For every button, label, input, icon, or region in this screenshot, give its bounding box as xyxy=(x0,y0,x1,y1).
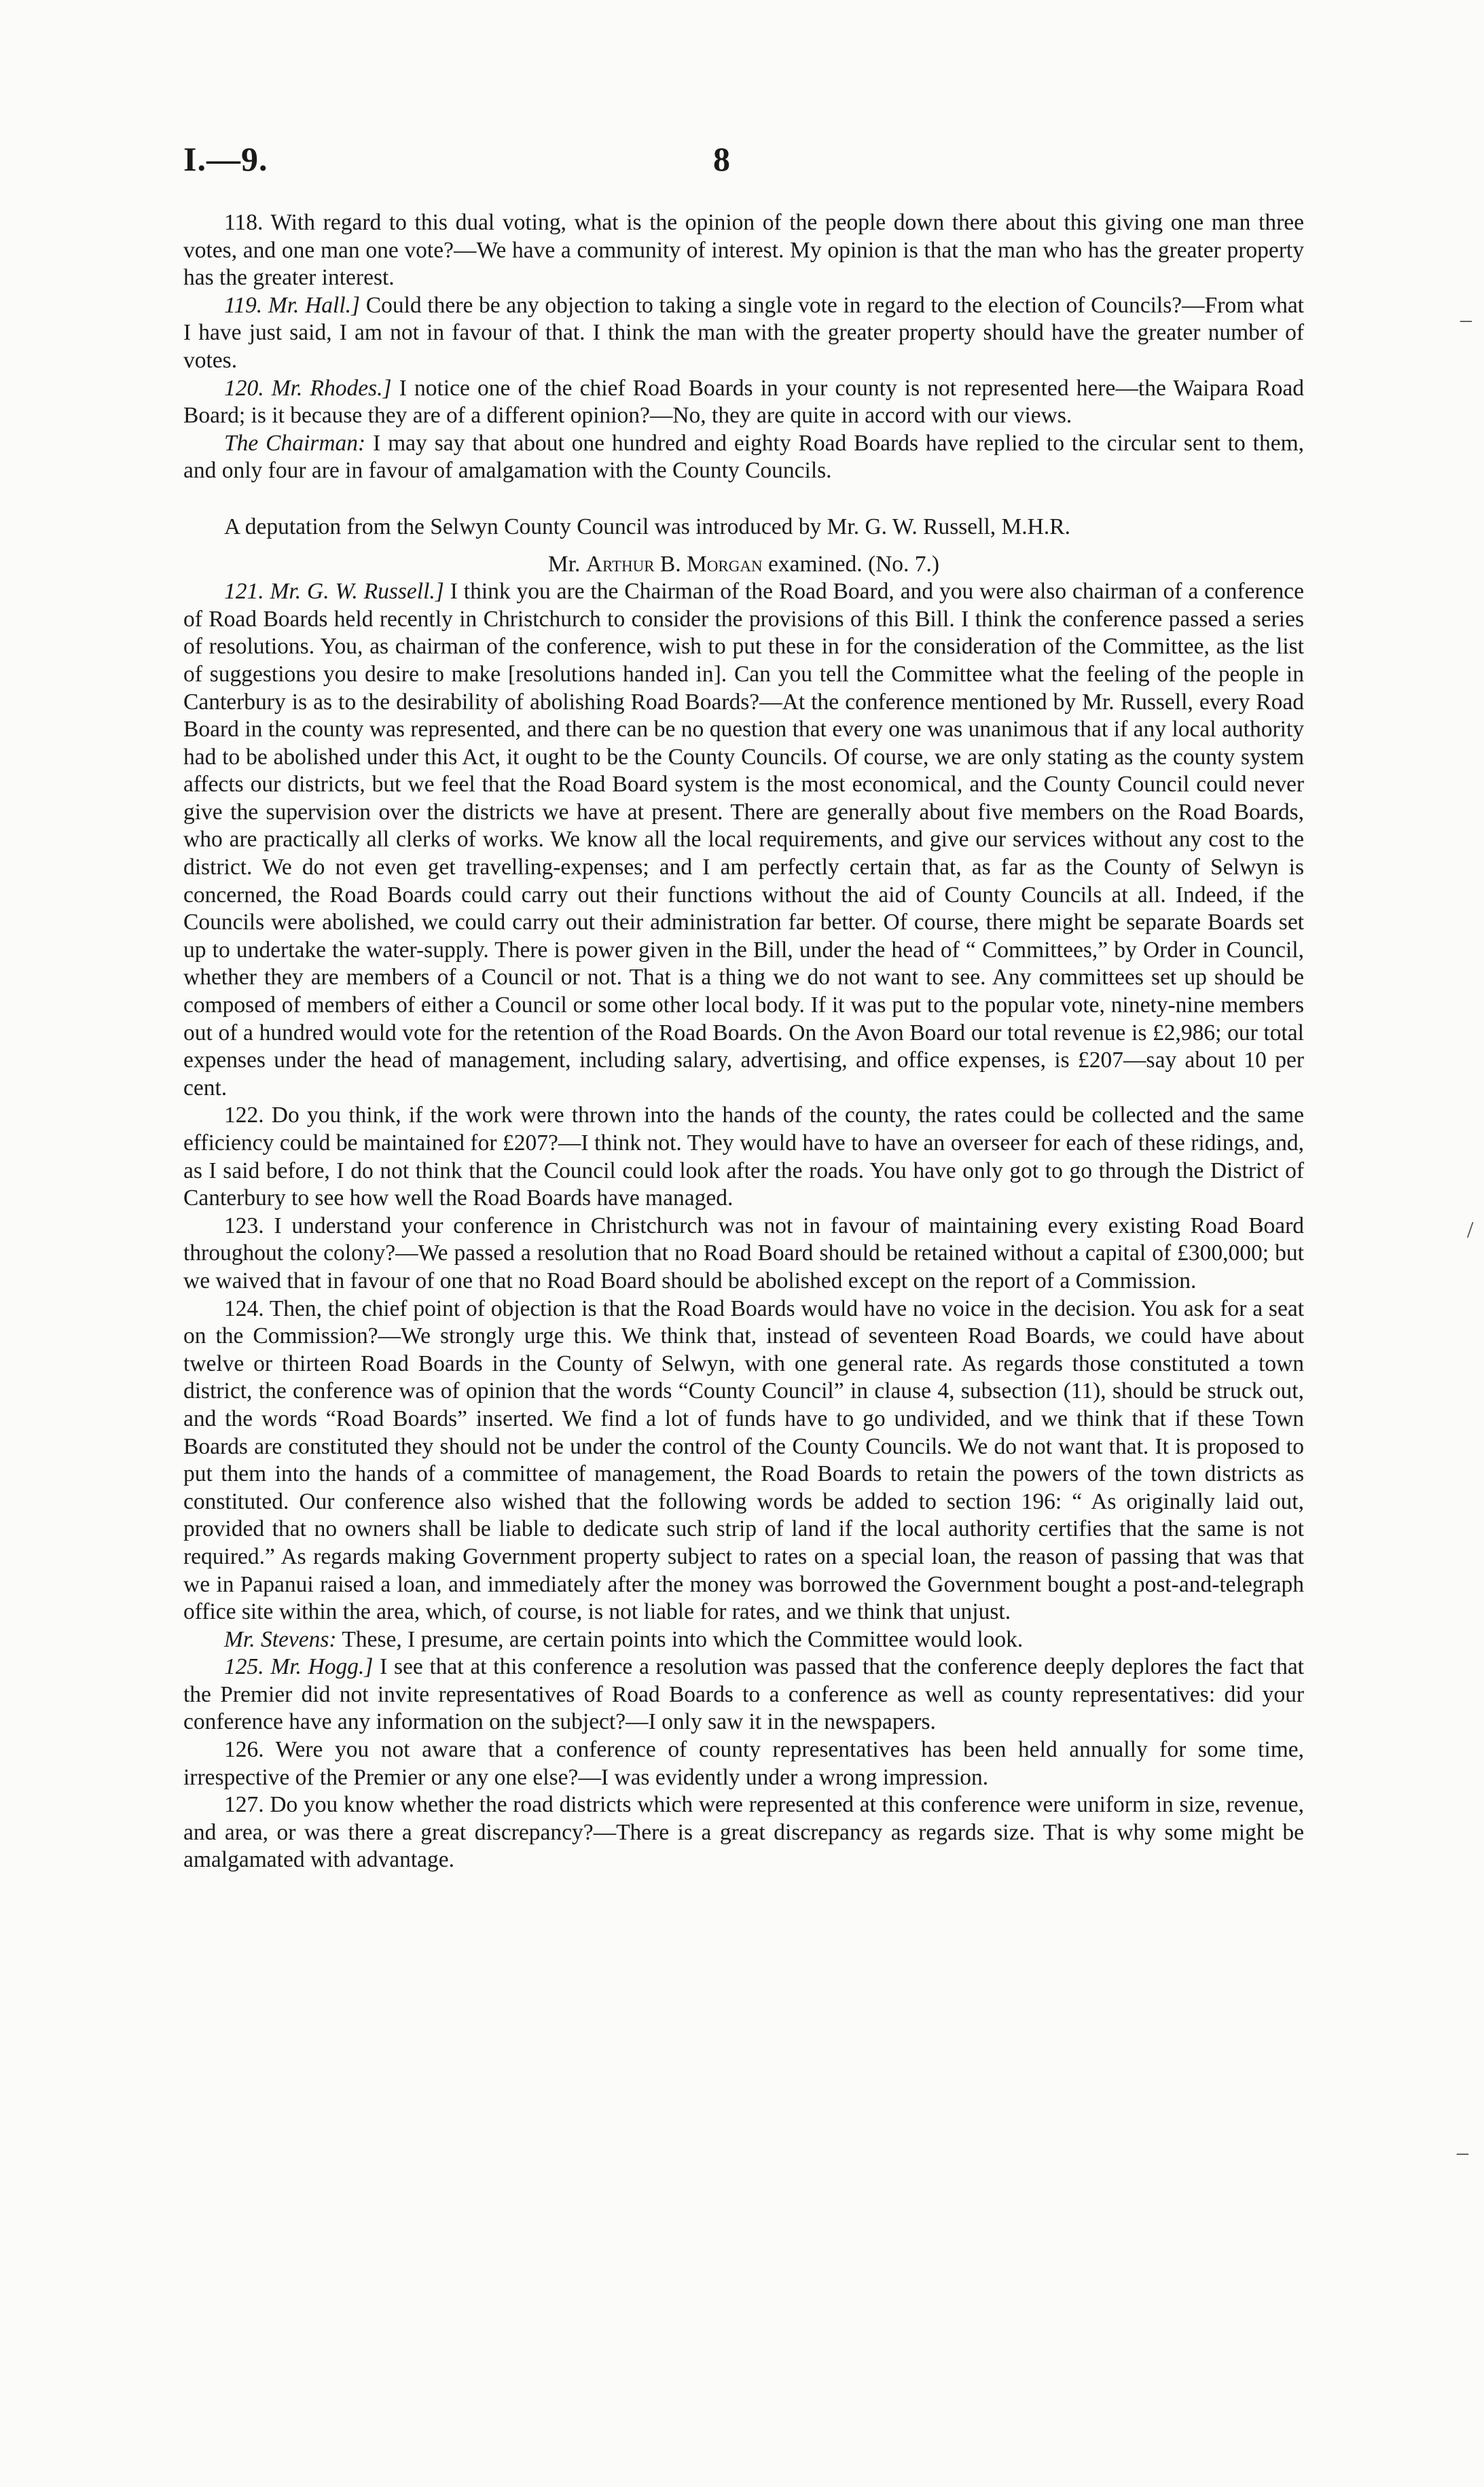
deputation-note: A deputation from the Selwyn County Council was introduced by Mr. G. W. Russell, M.H.R. xyxy=(224,514,1070,539)
question-119: 119. Mr. Hall.] Could there be any objection to taking a single vote in regard to the election of Councils?—From what I have just said, I am not in favour of that. I think the man with the greater property should have the greater number of votes. xyxy=(183,292,1304,373)
chairman-remark: The Chairman: I may say that about one hundred and eighty Road Boards have replied to the circular sent to them, and only four are in favour of amalgamation with the County Councils. xyxy=(183,430,1304,484)
speaker-lead: 121. Mr. G. W. Russell.] xyxy=(224,579,444,605)
document-reference: I.—9. xyxy=(183,140,268,178)
question-120: 120. Mr. Rhodes.] I notice one of the chief Road Boards in your county is not represented here—the Waipara Road Board; is it because they are of a different opinion?—No, they are quite in accord with our views. xyxy=(183,375,1304,429)
question-127: 127. Do you know whether the road districts which were represented at this conference were uniform in size, revenue, and area, or was there a great discrepancy?—There is a great discrepancy as regards size. That is why some might be amalgamated with advantage. xyxy=(183,1792,1304,1873)
minutes-of-evidence xyxy=(183,209,1304,1874)
speaker-lead: 120. Mr. Rhodes.] xyxy=(224,375,392,401)
witness-name: Arthur B. Morgan xyxy=(585,551,763,577)
page-number: 8 xyxy=(713,140,730,178)
page-header xyxy=(183,139,1304,194)
speaker-lead: 119. Mr. Hall.] xyxy=(224,292,361,318)
stevens-remark: Mr. Stevens: These, I presume, are certain points into which the Committee would look. xyxy=(224,1626,1024,1652)
question-118: 118. With regard to this dual voting, what is the opinion of the people down there about this giving one man three votes, and one man one vote?—We have a community of interest. My opinion is that the man who has the greater property has the greater interest. xyxy=(183,210,1304,291)
question-124: 124. Then, the chief point of objection is that the Road Boards would have no voice in the decision. You ask for a seat on the Commission?—We strongly urge this. We think that, instead of seventeen Road Boards, we could have about twelve or thirteen Road Boards in the County of Selwyn, with one general rate. As regards those constituted a town district, the conference was of opinion that the words “County Council” in clause 4, subsection (11), should be struck out, and the words “Road Boards” inserted. We find a lot of funds have to go undivided, and we think that if these Town Boards are constituted they should not be under the control of the County Councils. We do not want that. It is proposed to put them into the hands of a committee of management, the Road Boards to retain the powers of the town districts as constituted. Our conference also wished that the following words be added to section 196: “ As originally laid out, provided that no owners shall be liable to dedicate such strip of land if the local authority certifies that the same is not required.” As regards making Government property subject to rates on a special loan, the reason of passing that was that we in Papanui raised a loan, and immediately after the money was borrowed the Government bought a post-and-telegraph office site within the area, which, of course, is not liable for rates, and we think that unjust. xyxy=(183,1295,1304,1625)
speaker-lead: The Chairman: xyxy=(224,430,366,456)
question-121: 121. Mr. G. W. Russell.] I think you are the Chairman of the Road Board, and you were also chairman of a conference of Road Boards held recently in Christchurch to consider the provisions of this Bill. I think the conference passed a series of resolutions. You, as chairman of the conference, wish to put these in for the consideration of the Committee, as the list of suggestions you desire to make [resolutions handed in]. Can you tell the Committee what the feeling of the people in Canterbury is as to the desirability of abolishing Road Boards?—At the conference mentioned by Mr. Russell, every Road Board in the county was represented, and there can be no question that every one was unanimous that if any local authority had to be abolished under this Act, it ought to be the County Councils. Of course, we are only stating as the county system affects our districts, but we feel that the Road Board system is the most economical, and the County Council could never give the supervision over the districts we have at present. There are generally about five members on the Road Boards, who are practically all clerks of works. We know all the local requirements, and give our services without any cost to the district. We do not even get travelling-expenses; and I am perfectly certain that, as far as the County of Selwyn is concerned, the Road Boards could carry out their functions without the aid of County Councils at all. Indeed, if the Councils were abolished, we could carry out their administration far better. Of course, there might be separate Boards set up to undertake the water-supply. There is power given in the Bill, under the head of “ Committees,” by Order in Council, whether they are members of a Council or not. That is a thing we do not want to see. Any committees set up should be composed of members of either a Council or some other local body. If it was put to the popular vote, ninety-nine members out of a hundred would vote for the retention of the Road Boards. On the Avon Board our total revenue is £2,986; our total expenses under the head of management, including salary, advertising, and office expenses, is £207—say about 10 per cent. xyxy=(183,579,1304,1101)
speaker-lead: 125. Mr. Hogg.] xyxy=(224,1654,374,1680)
witness-heading: Mr. Arthur B. Morgan examined. (No. 7.) xyxy=(547,551,940,577)
margin-tick-mark: / xyxy=(1467,1217,1474,1242)
question-122: 122. Do you think, if the work were thrown into the hands of the county, the rates could be collected and the same efficiency could be maintained for £207?—I think not. They would have to have an overseer for each of these ridings, and, as I said before, I do not think that the Council could look after the roads. You have only got to go through the District of Canterbury to see how well the Road Boards have managed. xyxy=(183,1103,1304,1211)
question-123: 123. I understand your conference in Christchurch was not in favour of maintaining every existing Road Board throughout the colony?—We passed a resolution that no Road Board should be retained without a capital of £300,000; but we waived that in favour of one that no Road Board should be abolished except on the report of a Commission. xyxy=(183,1213,1304,1293)
margin-tick-mark: – xyxy=(1457,2140,1468,2165)
question-126: 126. Were you not aware that a conference of county representatives has been held annually for some time, irrespective of the Premier or any one else?—I was evidently under a wrong impression. xyxy=(183,1737,1304,1790)
margin-tick-mark: – xyxy=(1460,307,1472,332)
speaker-lead: Mr. Stevens: xyxy=(224,1626,337,1652)
question-125: 125. Mr. Hogg.] I see that at this conference a resolution was passed that the conference deeply deplores the fact that the Premier did not invite representatives of Road Boards to a conference as well as county representatives: did your conference have any information on the subject?—I only saw it in the newspapers. xyxy=(183,1654,1304,1735)
